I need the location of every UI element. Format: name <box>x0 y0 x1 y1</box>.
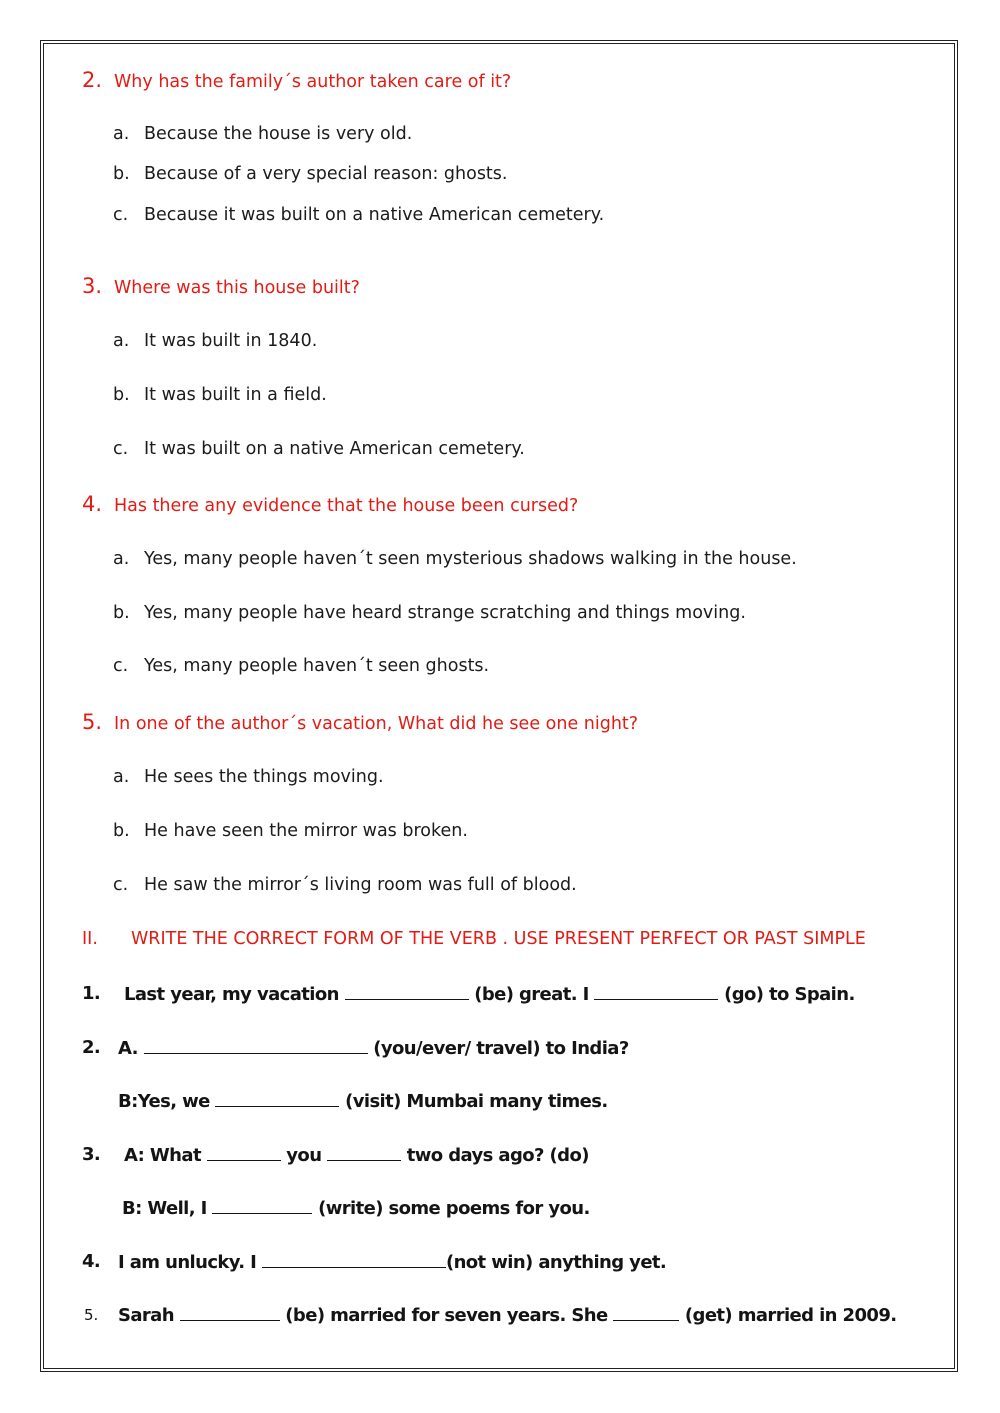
exercise-text: (you/ever/ travel) to India? <box>373 1038 629 1059</box>
exercise-text: (write) some poems for you. <box>318 1198 590 1219</box>
answer-blank[interactable] <box>327 1144 401 1161</box>
option-letter: c. <box>113 875 129 895</box>
answer-blank[interactable] <box>144 1037 368 1054</box>
option-letter: b. <box>113 821 130 841</box>
option-letter: b. <box>113 603 130 623</box>
option-text: It was built in a field. <box>144 385 327 405</box>
exercise-text: two days ago? (do) <box>406 1145 589 1166</box>
answer-blank[interactable] <box>212 1197 312 1214</box>
exercise-text: (be) married for seven years. She <box>285 1305 608 1326</box>
exercise-text: I am unlucky. I <box>118 1252 257 1273</box>
answer-blank[interactable] <box>180 1304 280 1321</box>
option-text: Because it was built on a native American cemetery. <box>144 205 605 225</box>
option-letter: a. <box>113 767 130 787</box>
option-letter: b. <box>113 164 130 184</box>
question-text: Where was this house built? <box>114 278 360 298</box>
option-letter: c. <box>113 656 129 676</box>
question-number: 4. <box>82 492 103 516</box>
exercise-text: B: Well, I <box>122 1198 207 1219</box>
question-text: Why has the family´s author taken care of it? <box>114 72 512 92</box>
section-title: WRITE THE CORRECT FORM OF THE VERB . USE PRESENT PERFECT OR PAST SIMPLE <box>131 929 866 949</box>
question-text: Has there any evidence that the house been cursed? <box>114 496 579 516</box>
option-text: He sees the things moving. <box>144 767 384 787</box>
option-text: Yes, many people haven´t seen ghosts. <box>144 656 490 676</box>
page-border-inner <box>43 43 955 1369</box>
option-letter: a. <box>113 124 130 144</box>
exercise-text: (not win) anything yet. <box>445 1252 667 1273</box>
answer-blank[interactable] <box>345 983 469 1000</box>
exercise-number: 1. <box>82 983 101 1004</box>
exercise-number: 3. <box>82 1144 101 1165</box>
option-text: Yes, many people haven´t seen mysterious shadows walking in the house. <box>144 549 797 569</box>
option-text: It was built in 1840. <box>144 331 318 351</box>
answer-blank[interactable] <box>594 983 718 1000</box>
answer-blank[interactable] <box>613 1304 679 1321</box>
exercise-text: you <box>286 1145 322 1166</box>
exercise-number: 2. <box>82 1037 101 1058</box>
exercise-number: 5. <box>84 1306 99 1324</box>
option-letter: b. <box>113 385 130 405</box>
exercise-text: (get) married in 2009. <box>684 1305 897 1326</box>
option-text: Because of a very special reason: ghosts. <box>144 164 508 184</box>
question-text: In one of the author´s vacation, What did he see one night? <box>114 714 639 734</box>
question-number: 5. <box>82 710 103 734</box>
option-text: He saw the mirror´s living room was full of blood. <box>144 875 577 895</box>
option-letter: c. <box>113 439 129 459</box>
answer-blank[interactable] <box>207 1144 281 1161</box>
exercise-text: (visit) Mumbai many times. <box>345 1091 608 1112</box>
option-letter: c. <box>113 205 129 225</box>
exercise-text: Sarah <box>118 1305 174 1326</box>
option-text: He have seen the mirror was broken. <box>144 821 468 841</box>
option-text: Yes, many people have heard strange scratching and things moving. <box>144 603 746 623</box>
answer-blank[interactable] <box>262 1251 446 1268</box>
exercise-text: A. <box>118 1038 138 1059</box>
question-number: 2. <box>82 68 103 92</box>
exercise-text: A: What <box>124 1145 201 1166</box>
exercise-number: 4. <box>82 1251 101 1272</box>
exercise-text: Last year, my vacation <box>124 984 339 1005</box>
question-number: 3. <box>82 274 103 298</box>
section-numeral: II. <box>82 929 98 949</box>
exercise-text: (be) great. I <box>474 984 589 1005</box>
exercise-text: B:Yes, we <box>118 1091 210 1112</box>
option-letter: a. <box>113 331 130 351</box>
answer-blank[interactable] <box>215 1090 339 1107</box>
option-letter: a. <box>113 549 130 569</box>
exercise-text: (go) to Spain. <box>724 984 855 1005</box>
option-text: It was built on a native American cemetery. <box>144 439 525 459</box>
option-text: Because the house is very old. <box>144 124 413 144</box>
